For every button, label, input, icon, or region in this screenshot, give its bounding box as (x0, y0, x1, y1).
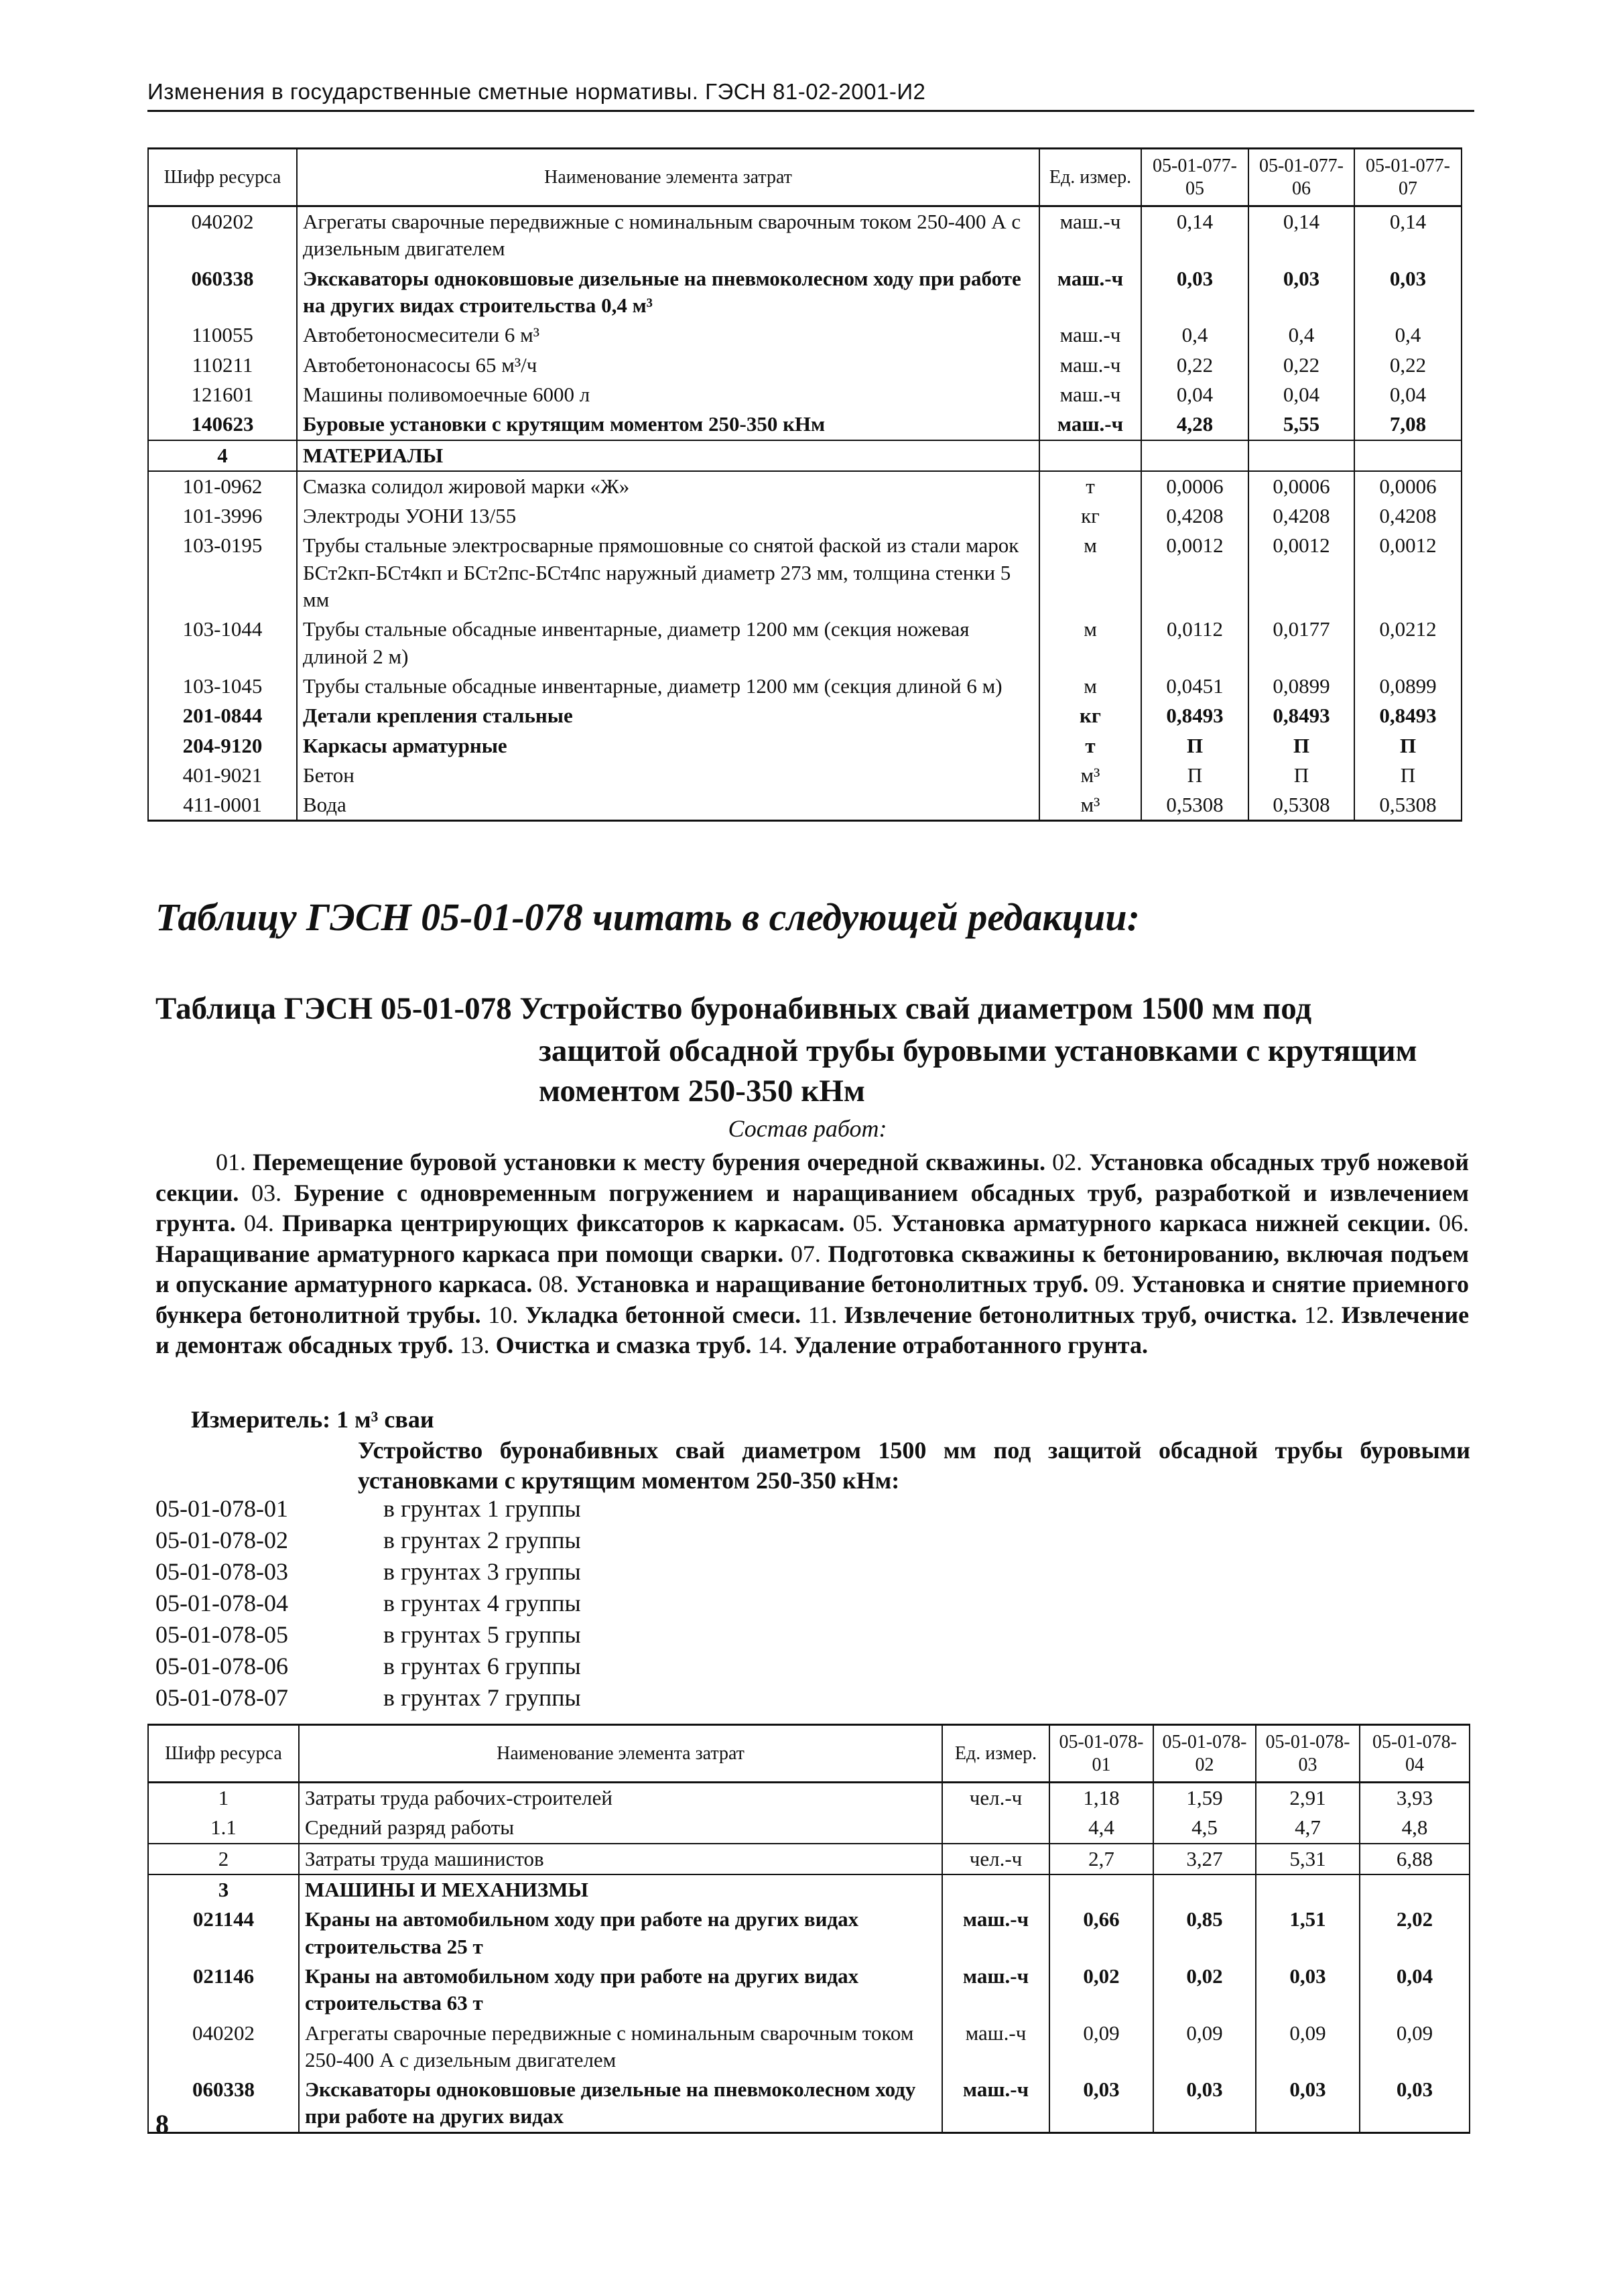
resource-value (1354, 440, 1462, 471)
resource-value: 0,09 (1049, 2019, 1153, 2076)
table-row (148, 761, 1462, 790)
resource-value: 7,08 (1354, 409, 1462, 440)
resource-code: 110055 (148, 320, 297, 350)
table-row (148, 1905, 1470, 1962)
resource-unit: маш.-ч (1039, 380, 1141, 409)
resource-name: Автобетононасосы 65 м³/ч (297, 350, 1039, 380)
resource-unit: маш.-ч (1039, 264, 1141, 321)
column-header: Наименование элемента затрат (297, 149, 1039, 206)
variant-label: в грунтах 2 группы (383, 1527, 581, 1553)
resource-value: 0,8493 (1141, 701, 1248, 730)
resource-value: 0,03 (1354, 264, 1462, 321)
resource-value: 0,02 (1153, 1962, 1256, 2019)
table-row (148, 320, 1462, 350)
resource-unit: м³ (1039, 761, 1141, 790)
resource-code: 201-0844 (148, 701, 297, 730)
resource-value: 0,4208 (1354, 501, 1462, 531)
resource-value: 0,85 (1153, 1905, 1256, 1962)
page-number: 8 (155, 2109, 169, 2139)
work-item-text: Установка обсадных труб ножевой секции. (155, 1149, 1470, 1206)
norm-description: Устройство буронабивных свай диаметром 1500 мм под защитой обсадной трубы буровыми установками с крутящим моментом 250-350 кНм: (358, 1437, 1470, 1494)
resource-unit: чел.-ч (942, 1844, 1049, 1874)
resource-value: 0,66 (1049, 1905, 1153, 1962)
resource-name: Смазка солидол жировой марки «Ж» (297, 471, 1039, 501)
column-header: 05-01-078-04 (1360, 1725, 1470, 1783)
resource-code: 040202 (148, 2019, 299, 2076)
resource-unit: т (1039, 731, 1141, 761)
resource-value: 0,0012 (1141, 531, 1248, 615)
resource-table-077 (147, 147, 1462, 822)
resource-unit (942, 1813, 1049, 1843)
table-row (148, 471, 1462, 501)
measure-value: 1 м³ сваи (336, 1406, 434, 1433)
variant-code: 05-01-078-07 (155, 1684, 288, 1711)
resource-value: 0,4208 (1248, 501, 1354, 531)
variant-item (155, 1525, 581, 1556)
resource-code: 103-1045 (148, 672, 297, 701)
resource-code: 103-1044 (148, 615, 297, 672)
resource-value: 0,5308 (1141, 790, 1248, 821)
work-item-text: Перемещение буровой установки к месту бурения очередной скважины. (253, 1149, 1045, 1175)
table-row (148, 2075, 1470, 2132)
resource-value: 0,5308 (1354, 790, 1462, 821)
work-item-number: 13. (459, 1332, 490, 1358)
variant-code: 05-01-078-05 (155, 1621, 288, 1648)
resource-name: МАШИНЫ И МЕХАНИЗМЫ (299, 1874, 942, 1905)
resource-value: 0,09 (1256, 2019, 1360, 2076)
resource-value: 0,0006 (1248, 471, 1354, 501)
resource-value: 0,03 (1248, 264, 1354, 321)
variant-item (155, 1682, 581, 1714)
column-header: 05-01-077-06 (1248, 149, 1354, 206)
resource-value: 6,88 (1360, 1844, 1470, 1874)
work-item-text: Установка арматурного каркаса нижней секции. (891, 1210, 1431, 1236)
table-row (148, 615, 1462, 672)
work-item-number: 07. (790, 1240, 821, 1267)
resource-value: 0,09 (1153, 2019, 1256, 2076)
resource-name: Машины поливомоечные 6000 л (297, 380, 1039, 409)
variant-item (155, 1619, 581, 1651)
column-header: Наименование элемента затрат (299, 1725, 942, 1783)
resource-code: 060338 (148, 264, 297, 321)
variant-item (155, 1556, 581, 1588)
resource-value: 0,14 (1354, 206, 1462, 264)
resource-value: 0,0006 (1354, 471, 1462, 501)
column-header: 05-01-078-02 (1153, 1725, 1256, 1783)
column-header: 05-01-077-07 (1354, 149, 1462, 206)
resource-value: 1,51 (1256, 1905, 1360, 1962)
table-title-continued: защитой обсадной трубы буровыми установками с крутящим моментом 250-350 кНм (539, 1033, 1417, 1108)
column-header: Шифр ресурса (148, 149, 297, 206)
work-composition-text (155, 1147, 1469, 1361)
resource-value: 0,03 (1141, 264, 1248, 321)
resource-value: 5,55 (1248, 409, 1354, 440)
resource-unit: маш.-ч (1039, 409, 1141, 440)
resource-unit: маш.-ч (942, 2019, 1049, 2076)
resource-value: 0,0177 (1248, 615, 1354, 672)
resource-unit: кг (1039, 701, 1141, 730)
resource-code: 021144 (148, 1905, 299, 1962)
resource-value: 0,4 (1354, 320, 1462, 350)
resource-value: П (1354, 761, 1462, 790)
table-row (148, 1783, 1470, 1813)
work-item-text: Извлечение бетонолитных труб, очистка. (844, 1301, 1297, 1328)
resource-value: 2,91 (1256, 1783, 1360, 1813)
resource-unit: маш.-ч (942, 2075, 1049, 2132)
resource-unit (942, 1874, 1049, 1905)
resource-unit: маш.-ч (1039, 350, 1141, 380)
resource-name: Каркасы арматурные (297, 731, 1039, 761)
resource-value: 0,22 (1354, 350, 1462, 380)
resource-name: Бетон (297, 761, 1039, 790)
work-item-number: 11. (807, 1301, 838, 1328)
variant-label: в грунтах 3 группы (383, 1558, 581, 1585)
resource-code: 101-0962 (148, 471, 297, 501)
work-composition-title: Состав работ: (728, 1115, 887, 1142)
resource-code: 1.1 (148, 1813, 299, 1843)
resource-value: 0,14 (1141, 206, 1248, 264)
table-row (148, 731, 1462, 761)
table-row (148, 380, 1462, 409)
variant-label: в грунтах 6 группы (383, 1653, 581, 1679)
resource-value: 0,22 (1141, 350, 1248, 380)
measure-label: Измеритель: (191, 1406, 331, 1433)
variant-code: 05-01-078-01 (155, 1495, 288, 1522)
resource-name: Краны на автомобильном ходу при работе на других видах строительства 63 т (299, 1962, 942, 2019)
resource-value: П (1248, 761, 1354, 790)
variant-code: 05-01-078-06 (155, 1653, 288, 1679)
page-header: Изменения в государственные сметные нормативы. ГЭСН 81-02-2001-И2 (147, 79, 1474, 112)
resource-name: МАТЕРИАЛЫ (297, 440, 1039, 471)
resource-table-078 (147, 1724, 1470, 2134)
table-row (148, 1813, 1470, 1843)
resource-value: П (1141, 731, 1248, 761)
resource-unit: маш.-ч (1039, 206, 1141, 264)
resource-value: 3,93 (1360, 1783, 1470, 1813)
resource-value: 0,0212 (1354, 615, 1462, 672)
resource-unit: м (1039, 672, 1141, 701)
work-item-text: Бурение с одновременным погружением и наращиванием обсадных труб, разработкой и извлечением грунта. (155, 1179, 1469, 1236)
work-item-text: Установка и наращивание бетонолитных труб. (575, 1271, 1089, 1297)
resource-value: 0,22 (1248, 350, 1354, 380)
resource-name: Вода (297, 790, 1039, 821)
work-item-text: Установка и снятие приемного бункера бетонолитной трубы. (155, 1271, 1469, 1328)
resource-name: Трубы стальные обсадные инвентарные, диаметр 1200 мм (секция ножевая длиной 2 м) (297, 615, 1039, 672)
resource-unit: кг (1039, 501, 1141, 531)
resource-value: 0,03 (1360, 2075, 1470, 2132)
resource-value: 4,4 (1049, 1813, 1153, 1843)
resource-code: 103-0195 (148, 531, 297, 615)
variant-label: в грунтах 7 группы (383, 1684, 581, 1711)
table-row (148, 1874, 1470, 1905)
resource-value: 0,0451 (1141, 672, 1248, 701)
table-row (148, 501, 1462, 531)
variant-list (155, 1493, 581, 1714)
resource-name: Агрегаты сварочные передвижные с номинальным сварочным током 250-400 А с дизельным двигателем (297, 206, 1039, 264)
resource-value: 0,0006 (1141, 471, 1248, 501)
resource-name: Трубы стальные электросварные прямошовные со снятой фаской из стали марок БСт2кп-БСт4кп и БСт2пс-БСт4пс наружный диаметр 273 мм, толщина стенки 5 мм (297, 531, 1039, 615)
resource-value: 0,02 (1049, 1962, 1153, 2019)
resource-value: 2,7 (1049, 1844, 1153, 1874)
resource-value: 0,0112 (1141, 615, 1248, 672)
resource-unit: м³ (1039, 790, 1141, 821)
table-row (148, 672, 1462, 701)
resource-code: 411-0001 (148, 790, 297, 821)
resource-value (1153, 1874, 1256, 1905)
resource-value: 4,8 (1360, 1813, 1470, 1843)
work-item-number: 09. (1094, 1271, 1125, 1297)
work-item-number: 04. (243, 1210, 274, 1236)
resource-unit: т (1039, 471, 1141, 501)
resource-name: Затраты труда машинистов (299, 1844, 942, 1874)
variant-code: 05-01-078-03 (155, 1558, 288, 1585)
resource-code: 4 (148, 440, 297, 471)
resource-name: Электроды УОНИ 13/55 (297, 501, 1039, 531)
resource-name: Экскаваторы одноковшовые дизельные на пневмоколесном ходу при работе на других видах строительства 0,4 м³ (297, 264, 1039, 321)
resource-code: 060338 (148, 2075, 299, 2132)
resource-value: 0,4208 (1141, 501, 1248, 531)
resource-code: 140623 (148, 409, 297, 440)
work-item-number: 03. (251, 1179, 282, 1206)
table-header-row (148, 1725, 1470, 1783)
resource-name: Краны на автомобильном ходу при работе на других видах строительства 25 т (299, 1905, 942, 1962)
column-header: 05-01-078-03 (1256, 1725, 1360, 1783)
work-item-number: 14. (757, 1332, 788, 1358)
work-item-text: Наращивание арматурного каркаса при помощи сварки. (155, 1240, 784, 1267)
work-item-text: Приварка центрирующих фиксаторов к каркасам. (282, 1210, 845, 1236)
revision-heading: Таблицу ГЭСН 05-01-078 читать в следующей редакции: (155, 895, 1140, 939)
resource-unit: маш.-ч (942, 1905, 1049, 1962)
resource-code: 040202 (148, 206, 297, 264)
resource-value (1360, 1874, 1470, 1905)
table-row (148, 701, 1462, 730)
measure-line (191, 1405, 434, 1433)
resource-name: Трубы стальные обсадные инвентарные, диаметр 1200 мм (секция длиной 6 м) (297, 672, 1039, 701)
resource-value: 0,4 (1248, 320, 1354, 350)
column-header: 05-01-077-05 (1141, 149, 1248, 206)
work-item-number: 08. (538, 1271, 569, 1297)
work-item-text: Подготовка скважины к бетонированию, включая подъем и опускание арматурного каркаса. (155, 1240, 1470, 1297)
resource-name: Агрегаты сварочные передвижные с номинальным сварочным током 250-400 А с дизельным двигателем (299, 2019, 942, 2076)
resource-value: 4,28 (1141, 409, 1248, 440)
resource-code: 1 (148, 1783, 299, 1813)
table-row (148, 206, 1462, 264)
resource-value: П (1354, 731, 1462, 761)
resource-value: 0,04 (1354, 380, 1462, 409)
resource-name: Детали крепления стальные (297, 701, 1039, 730)
resource-value: 5,31 (1256, 1844, 1360, 1874)
variant-item (155, 1588, 581, 1619)
resource-unit: чел.-ч (942, 1783, 1049, 1813)
resource-value: 0,5308 (1248, 790, 1354, 821)
table-title: Таблица ГЭСН 05-01-078 Устройство буронабивных свай диаметром 1500 мм под (155, 991, 1312, 1026)
resource-value: 0,0899 (1248, 672, 1354, 701)
resource-unit: м (1039, 615, 1141, 672)
resource-code: 401-9021 (148, 761, 297, 790)
resource-unit: маш.-ч (1039, 320, 1141, 350)
work-item-number: 01. (216, 1149, 246, 1175)
work-item-number: 12. (1304, 1301, 1335, 1328)
resource-name: Средний разряд работы (299, 1813, 942, 1843)
resource-value: 0,03 (1153, 2075, 1256, 2132)
work-item-number: 10. (488, 1301, 519, 1328)
resource-value: 0,04 (1141, 380, 1248, 409)
table-row (148, 790, 1462, 821)
resource-value: 0,03 (1256, 1962, 1360, 2019)
work-item-text: Извлечение и демонтаж обсадных труб. (155, 1301, 1470, 1358)
resource-name: Автобетоносмесители 6 м³ (297, 320, 1039, 350)
variant-code: 05-01-078-02 (155, 1527, 288, 1553)
resource-value (1141, 440, 1248, 471)
resource-value: 0,04 (1248, 380, 1354, 409)
resource-code: 110211 (148, 350, 297, 380)
variant-label: в грунтах 1 группы (383, 1495, 581, 1522)
resource-unit (1039, 440, 1141, 471)
work-item-number: 06. (1439, 1210, 1470, 1236)
resource-code: 3 (148, 1874, 299, 1905)
resource-name: Затраты труда рабочих-строителей (299, 1783, 942, 1813)
variant-label: в грунтах 5 группы (383, 1621, 581, 1648)
work-item-text: Удаление отработанного грунта. (793, 1332, 1149, 1358)
resource-name: Буровые установки с крутящим моментом 250-350 кНм (297, 409, 1039, 440)
resource-value: 0,04 (1360, 1962, 1470, 2019)
resource-value: 2,02 (1360, 1905, 1470, 1962)
resource-value: 0,09 (1360, 2019, 1470, 2076)
resource-value: 0,03 (1256, 2075, 1360, 2132)
table-row (148, 1844, 1470, 1874)
table-row (148, 264, 1462, 321)
column-header: Ед. измер. (1039, 149, 1141, 206)
variant-code: 05-01-078-04 (155, 1590, 288, 1616)
resource-value: 0,4 (1141, 320, 1248, 350)
table-header-row (148, 149, 1462, 206)
table-row (148, 1962, 1470, 2019)
resource-unit: маш.-ч (942, 1962, 1049, 2019)
resource-value: 0,03 (1049, 2075, 1153, 2132)
resource-value (1248, 440, 1354, 471)
resource-value: 0,0012 (1248, 531, 1354, 615)
column-header: 05-01-078-01 (1049, 1725, 1153, 1783)
table-row (148, 2019, 1470, 2076)
resource-value: 0,8493 (1354, 701, 1462, 730)
resource-value: 0,8493 (1248, 701, 1354, 730)
resource-value: 1,59 (1153, 1783, 1256, 1813)
table-row (148, 440, 1462, 471)
resource-value: 4,7 (1256, 1813, 1360, 1843)
resource-value: 0,0899 (1354, 672, 1462, 701)
variant-item (155, 1651, 581, 1682)
resource-value: 0,14 (1248, 206, 1354, 264)
resource-code: 101-3996 (148, 501, 297, 531)
resource-code: 2 (148, 1844, 299, 1874)
work-item-text: Укладка бетонной смеси. (525, 1301, 801, 1328)
work-item-number: 05. (852, 1210, 883, 1236)
table-row (148, 350, 1462, 380)
resource-value: 3,27 (1153, 1844, 1256, 1874)
resource-name: Экскаваторы одноковшовые дизельные на пневмоколесном ходу при работе на других видах (299, 2075, 942, 2132)
table-row (148, 531, 1462, 615)
variant-item (155, 1493, 581, 1525)
resource-code: 021146 (148, 1962, 299, 2019)
resource-value (1256, 1874, 1360, 1905)
resource-value: 0,0012 (1354, 531, 1462, 615)
resource-value: П (1248, 731, 1354, 761)
resource-value: П (1141, 761, 1248, 790)
resource-value: 4,5 (1153, 1813, 1256, 1843)
resource-value: 1,18 (1049, 1783, 1153, 1813)
resource-unit: м (1039, 531, 1141, 615)
variant-label: в грунтах 4 группы (383, 1590, 581, 1616)
resource-value (1049, 1874, 1153, 1905)
resource-code: 121601 (148, 380, 297, 409)
resource-code: 204-9120 (148, 731, 297, 761)
column-header: Ед. измер. (942, 1725, 1049, 1783)
work-item-text: Очистка и смазка труб. (495, 1332, 752, 1358)
work-item-number: 02. (1052, 1149, 1083, 1175)
column-header: Шифр ресурса (148, 1725, 299, 1783)
table-row (148, 409, 1462, 440)
